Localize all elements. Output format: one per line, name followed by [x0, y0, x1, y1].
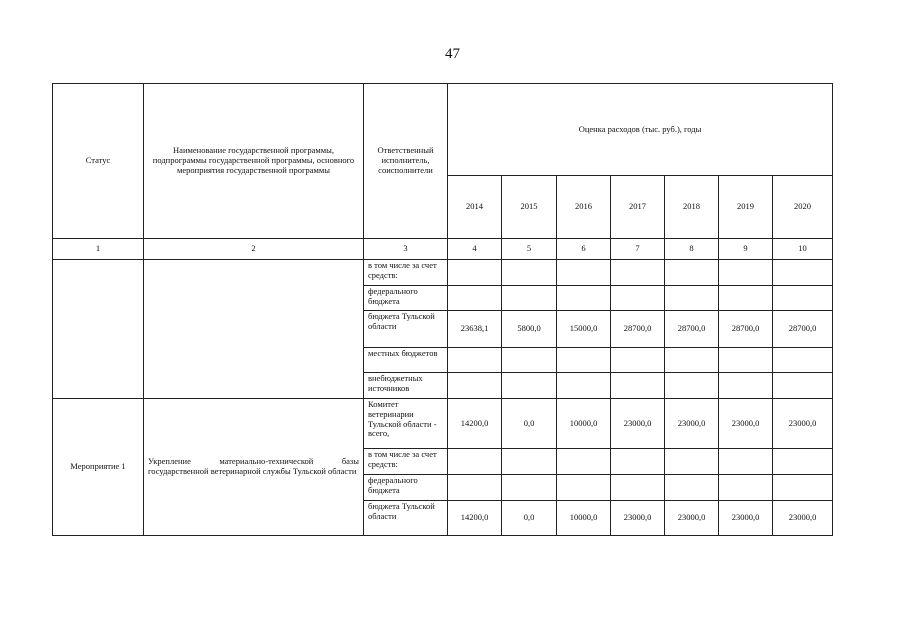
value-cell	[557, 449, 611, 475]
value-cell	[665, 373, 719, 399]
value-cell	[665, 348, 719, 373]
page-number: 47	[445, 46, 460, 62]
year-header: 2019	[719, 176, 773, 239]
column-number: 6	[557, 239, 611, 260]
value-cell: 28700,0	[773, 311, 833, 348]
value-cell	[557, 260, 611, 286]
funding-source: в том числе за счет средств:	[364, 260, 448, 286]
funding-source: местных бюджетов	[364, 348, 448, 373]
funding-source: в том числе за счет средств:	[364, 449, 448, 475]
value-cell	[773, 260, 833, 286]
value-cell	[773, 449, 833, 475]
value-cell	[448, 260, 502, 286]
value-cell	[773, 373, 833, 399]
value-cell	[611, 475, 665, 501]
column-number: 8	[665, 239, 719, 260]
event-status: Мероприятие 1	[53, 399, 144, 536]
value-cell	[719, 286, 773, 311]
value-cell: 23000,0	[611, 399, 665, 449]
value-cell: 23000,0	[665, 501, 719, 536]
value-cell: 14200,0	[448, 501, 502, 536]
value-cell	[719, 373, 773, 399]
column-number: 9	[719, 239, 773, 260]
value-cell: 28700,0	[611, 311, 665, 348]
value-cell	[502, 373, 557, 399]
funding-source: федерального бюджета	[364, 286, 448, 311]
year-header: 2017	[611, 176, 665, 239]
value-cell	[665, 286, 719, 311]
value-cell: 0,0	[502, 399, 557, 449]
value-cell	[773, 286, 833, 311]
header-name: Наименование государственной программы, подпрограммы государственной программы, основного мероприятия государственной программы	[144, 84, 364, 239]
column-number: 5	[502, 239, 557, 260]
value-cell	[611, 348, 665, 373]
value-cell: 23000,0	[611, 501, 665, 536]
value-cell	[665, 475, 719, 501]
event-name: Укрепление материально-технической базы государственной ветеринарной службы Тульской области	[144, 399, 364, 536]
column-number: 2	[144, 239, 364, 260]
value-cell: 23638,1	[448, 311, 502, 348]
value-cell	[611, 286, 665, 311]
value-cell: 23000,0	[773, 501, 833, 536]
column-number: 1	[53, 239, 144, 260]
value-cell: 23000,0	[719, 399, 773, 449]
value-cell	[557, 348, 611, 373]
value-cell	[448, 449, 502, 475]
value-cell	[502, 348, 557, 373]
value-cell	[611, 260, 665, 286]
value-cell: 5800,0	[502, 311, 557, 348]
value-cell	[557, 373, 611, 399]
value-cell	[719, 475, 773, 501]
column-number: 4	[448, 239, 502, 260]
value-cell: 15000,0	[557, 311, 611, 348]
funding-source: Комитет ветеринарии Тульской области - всего,	[364, 399, 448, 449]
value-cell	[719, 449, 773, 475]
value-cell	[611, 449, 665, 475]
header-costs: Оценка расходов (тыс. руб.), годы	[448, 84, 833, 176]
value-cell	[448, 348, 502, 373]
value-cell	[719, 260, 773, 286]
value-cell: 28700,0	[665, 311, 719, 348]
column-number: 7	[611, 239, 665, 260]
value-cell	[665, 449, 719, 475]
value-cell	[502, 475, 557, 501]
value-cell	[665, 260, 719, 286]
value-cell: 23000,0	[773, 399, 833, 449]
value-cell	[448, 475, 502, 501]
funding-source: бюджета Тульской области	[364, 501, 448, 536]
table-row	[53, 399, 833, 449]
funding-source: внебюджетных источников	[364, 373, 448, 399]
column-number: 10	[773, 239, 833, 260]
value-cell	[502, 286, 557, 311]
funding-source: федерального бюджета	[364, 475, 448, 501]
value-cell: 10000,0	[557, 501, 611, 536]
status-cell-empty	[53, 260, 144, 399]
value-cell: 14200,0	[448, 399, 502, 449]
value-cell: 23000,0	[719, 501, 773, 536]
value-cell: 0,0	[502, 501, 557, 536]
value-cell	[448, 286, 502, 311]
value-cell	[502, 260, 557, 286]
value-cell	[611, 373, 665, 399]
value-cell: 10000,0	[557, 399, 611, 449]
year-header: 2018	[665, 176, 719, 239]
value-cell	[557, 286, 611, 311]
table-row	[53, 260, 833, 286]
name-cell-empty	[144, 260, 364, 399]
year-header: 2020	[773, 176, 833, 239]
year-header: 2015	[502, 176, 557, 239]
header-executor: Ответственный исполнитель, соисполнители	[364, 84, 448, 239]
budget-table	[52, 83, 833, 536]
funding-source: бюджета Тульской области	[364, 311, 448, 348]
value-cell: 28700,0	[719, 311, 773, 348]
column-numbers-row	[53, 239, 833, 260]
value-cell	[773, 475, 833, 501]
year-header: 2016	[557, 176, 611, 239]
header-status: Статус	[53, 84, 144, 239]
value-cell	[448, 373, 502, 399]
value-cell	[557, 475, 611, 501]
value-cell: 23000,0	[665, 399, 719, 449]
column-number: 3	[364, 239, 448, 260]
value-cell	[719, 348, 773, 373]
value-cell	[773, 348, 833, 373]
year-header: 2014	[448, 176, 502, 239]
value-cell	[502, 449, 557, 475]
